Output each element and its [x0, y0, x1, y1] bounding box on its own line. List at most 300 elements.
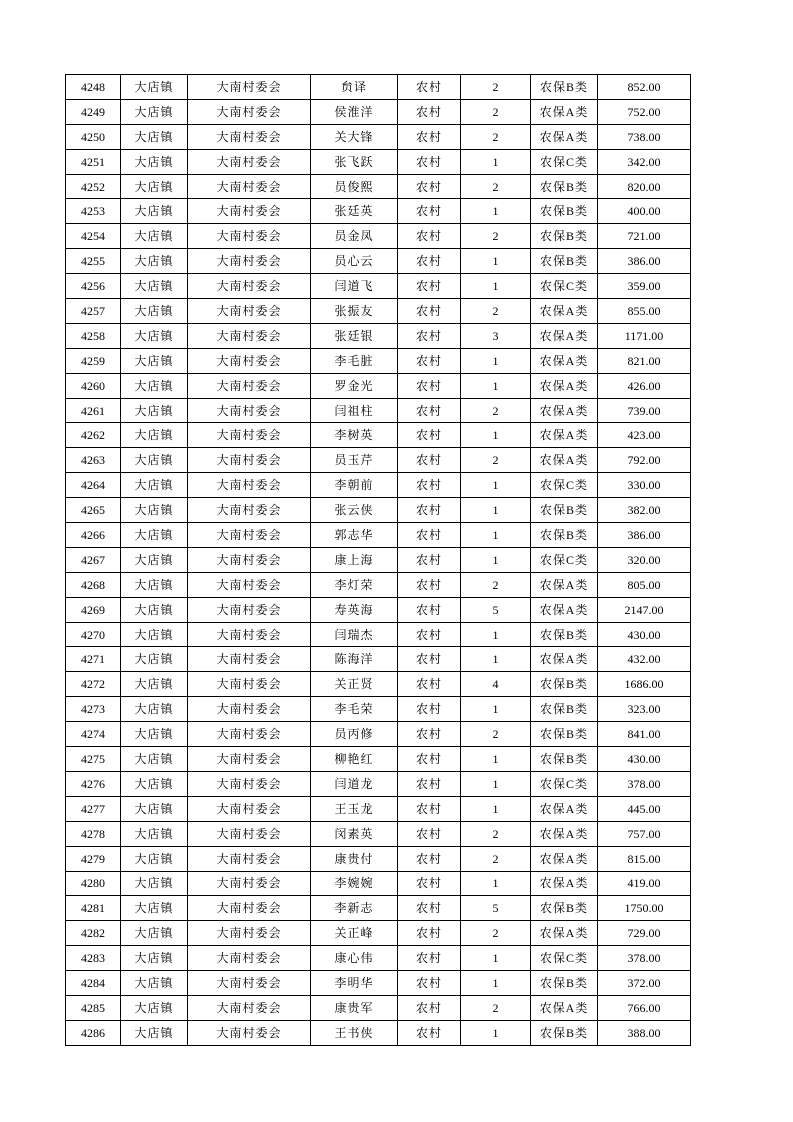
cell-name: 李毛脏 [311, 348, 398, 373]
cell-count: 1 [461, 423, 531, 448]
table-row [66, 946, 691, 971]
cell-village: 大南村委会 [188, 398, 311, 423]
cell-name: 王书侠 [311, 1020, 398, 1045]
table-row [66, 299, 691, 324]
benefits-table [65, 74, 691, 1046]
cell-village: 大南村委会 [188, 423, 311, 448]
cell-seq: 4261 [66, 398, 121, 423]
cell-type: 农村 [398, 174, 461, 199]
cell-count: 1 [461, 547, 531, 572]
cell-town: 大店镇 [121, 299, 188, 324]
cell-count: 5 [461, 597, 531, 622]
cell-village: 大南村委会 [188, 796, 311, 821]
cell-category: 农保B类 [531, 1020, 598, 1045]
cell-count: 1 [461, 971, 531, 996]
cell-name: 员丙修 [311, 722, 398, 747]
table-row [66, 323, 691, 348]
cell-seq: 4280 [66, 871, 121, 896]
table-row [66, 249, 691, 274]
cell-town: 大店镇 [121, 448, 188, 473]
cell-type: 农村 [398, 896, 461, 921]
cell-village: 大南村委会 [188, 299, 311, 324]
cell-category: 农保A类 [531, 99, 598, 124]
cell-amount: 757.00 [598, 821, 691, 846]
cell-count: 1 [461, 249, 531, 274]
cell-seq: 4269 [66, 597, 121, 622]
cell-amount: 386.00 [598, 249, 691, 274]
cell-amount: 1171.00 [598, 323, 691, 348]
cell-count: 2 [461, 75, 531, 100]
cell-amount: 432.00 [598, 647, 691, 672]
cell-village: 大南村委会 [188, 672, 311, 697]
cell-seq: 4263 [66, 448, 121, 473]
cell-town: 大店镇 [121, 99, 188, 124]
cell-count: 1 [461, 796, 531, 821]
cell-amount: 739.00 [598, 398, 691, 423]
cell-amount: 426.00 [598, 373, 691, 398]
cell-type: 农村 [398, 398, 461, 423]
table-row [66, 597, 691, 622]
cell-amount: 423.00 [598, 423, 691, 448]
cell-count: 4 [461, 672, 531, 697]
table-row [66, 796, 691, 821]
cell-category: 农保A类 [531, 597, 598, 622]
cell-type: 农村 [398, 821, 461, 846]
cell-name: 李树英 [311, 423, 398, 448]
cell-type: 农村 [398, 373, 461, 398]
cell-count: 2 [461, 224, 531, 249]
cell-amount: 766.00 [598, 995, 691, 1020]
cell-category: 农保C类 [531, 149, 598, 174]
cell-name: 闵素英 [311, 821, 398, 846]
cell-amount: 1750.00 [598, 896, 691, 921]
table-row [66, 697, 691, 722]
cell-type: 农村 [398, 747, 461, 772]
cell-type: 农村 [398, 448, 461, 473]
cell-town: 大店镇 [121, 373, 188, 398]
cell-name: 康贵付 [311, 846, 398, 871]
cell-type: 农村 [398, 124, 461, 149]
cell-village: 大南村委会 [188, 647, 311, 672]
cell-name: 员俊熙 [311, 174, 398, 199]
cell-seq: 4248 [66, 75, 121, 100]
cell-seq: 4274 [66, 722, 121, 747]
cell-name: 李明华 [311, 971, 398, 996]
cell-type: 农村 [398, 921, 461, 946]
cell-type: 农村 [398, 946, 461, 971]
cell-village: 大南村委会 [188, 572, 311, 597]
cell-name: 王玉龙 [311, 796, 398, 821]
cell-seq: 4254 [66, 224, 121, 249]
cell-type: 农村 [398, 473, 461, 498]
cell-count: 1 [461, 523, 531, 548]
cell-amount: 805.00 [598, 572, 691, 597]
cell-village: 大南村委会 [188, 75, 311, 100]
cell-town: 大店镇 [121, 523, 188, 548]
table-row [66, 871, 691, 896]
cell-amount: 841.00 [598, 722, 691, 747]
cell-count: 2 [461, 99, 531, 124]
cell-amount: 382.00 [598, 498, 691, 523]
cell-amount: 729.00 [598, 921, 691, 946]
cell-village: 大南村委会 [188, 747, 311, 772]
table-row [66, 523, 691, 548]
cell-category: 农保A类 [531, 846, 598, 871]
cell-seq: 4281 [66, 896, 121, 921]
cell-type: 农村 [398, 224, 461, 249]
cell-category: 农保C类 [531, 473, 598, 498]
table-row [66, 373, 691, 398]
cell-village: 大南村委会 [188, 771, 311, 796]
cell-village: 大南村委会 [188, 523, 311, 548]
cell-type: 农村 [398, 871, 461, 896]
cell-town: 大店镇 [121, 572, 188, 597]
cell-village: 大南村委会 [188, 373, 311, 398]
cell-seq: 4283 [66, 946, 121, 971]
cell-seq: 4249 [66, 99, 121, 124]
cell-name: 员心云 [311, 249, 398, 274]
cell-category: 农保A类 [531, 423, 598, 448]
cell-count: 2 [461, 299, 531, 324]
cell-village: 大南村委会 [188, 249, 311, 274]
cell-amount: 815.00 [598, 846, 691, 871]
cell-seq: 4286 [66, 1020, 121, 1045]
cell-category: 农保A类 [531, 921, 598, 946]
cell-category: 农保B类 [531, 174, 598, 199]
cell-name: 罗金光 [311, 373, 398, 398]
cell-category: 农保A类 [531, 871, 598, 896]
table-row [66, 921, 691, 946]
cell-seq: 4257 [66, 299, 121, 324]
cell-town: 大店镇 [121, 946, 188, 971]
table-row [66, 448, 691, 473]
cell-category: 农保A类 [531, 299, 598, 324]
cell-name: 郭志华 [311, 523, 398, 548]
cell-name: 张云侠 [311, 498, 398, 523]
cell-town: 大店镇 [121, 149, 188, 174]
table-row [66, 199, 691, 224]
cell-seq: 4262 [66, 423, 121, 448]
cell-category: 农保B类 [531, 971, 598, 996]
cell-type: 农村 [398, 149, 461, 174]
cell-count: 2 [461, 572, 531, 597]
cell-name: 康贵军 [311, 995, 398, 1020]
cell-amount: 852.00 [598, 75, 691, 100]
cell-amount: 386.00 [598, 523, 691, 548]
table-row [66, 896, 691, 921]
table-row [66, 149, 691, 174]
cell-village: 大南村委会 [188, 473, 311, 498]
cell-town: 大店镇 [121, 498, 188, 523]
cell-town: 大店镇 [121, 722, 188, 747]
cell-town: 大店镇 [121, 597, 188, 622]
cell-name: 李朝前 [311, 473, 398, 498]
cell-seq: 4277 [66, 796, 121, 821]
cell-town: 大店镇 [121, 249, 188, 274]
cell-amount: 1686.00 [598, 672, 691, 697]
cell-count: 1 [461, 747, 531, 772]
cell-amount: 419.00 [598, 871, 691, 896]
cell-type: 农村 [398, 75, 461, 100]
cell-category: 农保A类 [531, 796, 598, 821]
cell-village: 大南村委会 [188, 821, 311, 846]
cell-count: 1 [461, 647, 531, 672]
cell-town: 大店镇 [121, 871, 188, 896]
cell-category: 农保A类 [531, 124, 598, 149]
cell-category: 农保B类 [531, 747, 598, 772]
cell-type: 农村 [398, 572, 461, 597]
table-row [66, 572, 691, 597]
cell-count: 2 [461, 995, 531, 1020]
cell-name: 张飞跃 [311, 149, 398, 174]
table-row [66, 423, 691, 448]
cell-name: 贠译 [311, 75, 398, 100]
cell-seq: 4250 [66, 124, 121, 149]
cell-type: 农村 [398, 323, 461, 348]
cell-amount: 721.00 [598, 224, 691, 249]
table-row [66, 722, 691, 747]
table-row [66, 971, 691, 996]
cell-name: 柳艳红 [311, 747, 398, 772]
cell-type: 农村 [398, 697, 461, 722]
cell-seq: 4264 [66, 473, 121, 498]
cell-category: 农保B类 [531, 722, 598, 747]
cell-name: 张廷银 [311, 323, 398, 348]
cell-village: 大南村委会 [188, 597, 311, 622]
cell-name: 闫道飞 [311, 274, 398, 299]
cell-village: 大南村委会 [188, 995, 311, 1020]
cell-category: 农保A类 [531, 572, 598, 597]
cell-village: 大南村委会 [188, 224, 311, 249]
cell-count: 2 [461, 846, 531, 871]
cell-seq: 4284 [66, 971, 121, 996]
cell-name: 寿英海 [311, 597, 398, 622]
cell-town: 大店镇 [121, 124, 188, 149]
cell-type: 农村 [398, 1020, 461, 1045]
cell-town: 大店镇 [121, 896, 188, 921]
cell-count: 1 [461, 871, 531, 896]
cell-name: 闫祖柱 [311, 398, 398, 423]
cell-count: 1 [461, 473, 531, 498]
cell-type: 农村 [398, 523, 461, 548]
cell-town: 大店镇 [121, 547, 188, 572]
cell-seq: 4275 [66, 747, 121, 772]
cell-type: 农村 [398, 647, 461, 672]
table-row [66, 672, 691, 697]
cell-category: 农保A类 [531, 348, 598, 373]
cell-name: 李婉婉 [311, 871, 398, 896]
cell-name: 张振友 [311, 299, 398, 324]
cell-count: 3 [461, 323, 531, 348]
cell-type: 农村 [398, 348, 461, 373]
cell-type: 农村 [398, 597, 461, 622]
table-row [66, 647, 691, 672]
cell-name: 陈海洋 [311, 647, 398, 672]
cell-count: 2 [461, 124, 531, 149]
cell-count: 1 [461, 199, 531, 224]
cell-category: 农保A类 [531, 323, 598, 348]
cell-town: 大店镇 [121, 75, 188, 100]
table-row [66, 846, 691, 871]
cell-seq: 4256 [66, 274, 121, 299]
cell-town: 大店镇 [121, 747, 188, 772]
table-row [66, 622, 691, 647]
cell-name: 李灯荣 [311, 572, 398, 597]
cell-amount: 359.00 [598, 274, 691, 299]
cell-type: 农村 [398, 498, 461, 523]
cell-amount: 820.00 [598, 174, 691, 199]
cell-town: 大店镇 [121, 174, 188, 199]
cell-village: 大南村委会 [188, 622, 311, 647]
cell-amount: 855.00 [598, 299, 691, 324]
cell-village: 大南村委会 [188, 547, 311, 572]
cell-type: 农村 [398, 995, 461, 1020]
cell-amount: 430.00 [598, 622, 691, 647]
cell-amount: 378.00 [598, 946, 691, 971]
cell-type: 农村 [398, 796, 461, 821]
cell-count: 2 [461, 921, 531, 946]
cell-count: 1 [461, 622, 531, 647]
cell-village: 大南村委会 [188, 323, 311, 348]
cell-seq: 4285 [66, 995, 121, 1020]
cell-seq: 4255 [66, 249, 121, 274]
cell-town: 大店镇 [121, 796, 188, 821]
cell-town: 大店镇 [121, 1020, 188, 1045]
cell-village: 大南村委会 [188, 199, 311, 224]
table-row [66, 995, 691, 1020]
cell-town: 大店镇 [121, 622, 188, 647]
cell-amount: 320.00 [598, 547, 691, 572]
cell-town: 大店镇 [121, 672, 188, 697]
table-row [66, 75, 691, 100]
cell-amount: 752.00 [598, 99, 691, 124]
table-row [66, 821, 691, 846]
cell-type: 农村 [398, 846, 461, 871]
cell-seq: 4251 [66, 149, 121, 174]
cell-name: 侯淮洋 [311, 99, 398, 124]
cell-type: 农村 [398, 722, 461, 747]
cell-amount: 388.00 [598, 1020, 691, 1045]
cell-village: 大南村委会 [188, 896, 311, 921]
cell-name: 李新志 [311, 896, 398, 921]
cell-category: 农保B类 [531, 697, 598, 722]
cell-amount: 430.00 [598, 747, 691, 772]
cell-amount: 330.00 [598, 473, 691, 498]
cell-seq: 4270 [66, 622, 121, 647]
cell-category: 农保C类 [531, 547, 598, 572]
cell-count: 2 [461, 398, 531, 423]
cell-name: 康上海 [311, 547, 398, 572]
cell-name: 员金凤 [311, 224, 398, 249]
table-row [66, 747, 691, 772]
cell-type: 农村 [398, 99, 461, 124]
cell-count: 1 [461, 348, 531, 373]
cell-category: 农保B类 [531, 523, 598, 548]
table-row [66, 547, 691, 572]
cell-name: 关大锋 [311, 124, 398, 149]
cell-amount: 372.00 [598, 971, 691, 996]
cell-town: 大店镇 [121, 821, 188, 846]
table-row [66, 174, 691, 199]
cell-type: 农村 [398, 274, 461, 299]
cell-village: 大南村委会 [188, 722, 311, 747]
cell-category: 农保A类 [531, 373, 598, 398]
cell-seq: 4271 [66, 647, 121, 672]
cell-amount: 378.00 [598, 771, 691, 796]
cell-village: 大南村委会 [188, 498, 311, 523]
cell-name: 闫瑞杰 [311, 622, 398, 647]
cell-count: 2 [461, 448, 531, 473]
cell-town: 大店镇 [121, 846, 188, 871]
cell-name: 关正贤 [311, 672, 398, 697]
cell-seq: 4276 [66, 771, 121, 796]
cell-count: 1 [461, 946, 531, 971]
cell-town: 大店镇 [121, 224, 188, 249]
cell-seq: 4273 [66, 697, 121, 722]
cell-village: 大南村委会 [188, 174, 311, 199]
cell-amount: 445.00 [598, 796, 691, 821]
cell-seq: 4258 [66, 323, 121, 348]
cell-name: 关正峰 [311, 921, 398, 946]
cell-name: 张廷英 [311, 199, 398, 224]
cell-count: 2 [461, 722, 531, 747]
cell-village: 大南村委会 [188, 99, 311, 124]
cell-village: 大南村委会 [188, 448, 311, 473]
cell-category: 农保B类 [531, 224, 598, 249]
cell-seq: 4279 [66, 846, 121, 871]
cell-amount: 323.00 [598, 697, 691, 722]
cell-count: 1 [461, 498, 531, 523]
cell-town: 大店镇 [121, 473, 188, 498]
cell-category: 农保B类 [531, 199, 598, 224]
cell-category: 农保A类 [531, 821, 598, 846]
cell-town: 大店镇 [121, 995, 188, 1020]
cell-type: 农村 [398, 199, 461, 224]
cell-seq: 4282 [66, 921, 121, 946]
cell-category: 农保C类 [531, 946, 598, 971]
cell-name: 员玉芹 [311, 448, 398, 473]
cell-amount: 821.00 [598, 348, 691, 373]
cell-category: 农保B类 [531, 498, 598, 523]
cell-category: 农保B类 [531, 75, 598, 100]
cell-type: 农村 [398, 622, 461, 647]
cell-amount: 400.00 [598, 199, 691, 224]
cell-village: 大南村委会 [188, 149, 311, 174]
table-row [66, 473, 691, 498]
cell-town: 大店镇 [121, 274, 188, 299]
cell-town: 大店镇 [121, 647, 188, 672]
cell-seq: 4266 [66, 523, 121, 548]
cell-category: 农保B类 [531, 622, 598, 647]
cell-category: 农保B类 [531, 896, 598, 921]
cell-village: 大南村委会 [188, 971, 311, 996]
cell-category: 农保B类 [531, 672, 598, 697]
cell-town: 大店镇 [121, 921, 188, 946]
cell-amount: 342.00 [598, 149, 691, 174]
table-row [66, 1020, 691, 1045]
cell-town: 大店镇 [121, 398, 188, 423]
cell-village: 大南村委会 [188, 697, 311, 722]
cell-category: 农保C类 [531, 274, 598, 299]
cell-category: 农保A类 [531, 647, 598, 672]
cell-seq: 4252 [66, 174, 121, 199]
table-body [66, 75, 691, 1046]
cell-category: 农保B类 [531, 249, 598, 274]
cell-type: 农村 [398, 299, 461, 324]
cell-count: 1 [461, 697, 531, 722]
table-row [66, 99, 691, 124]
cell-town: 大店镇 [121, 971, 188, 996]
